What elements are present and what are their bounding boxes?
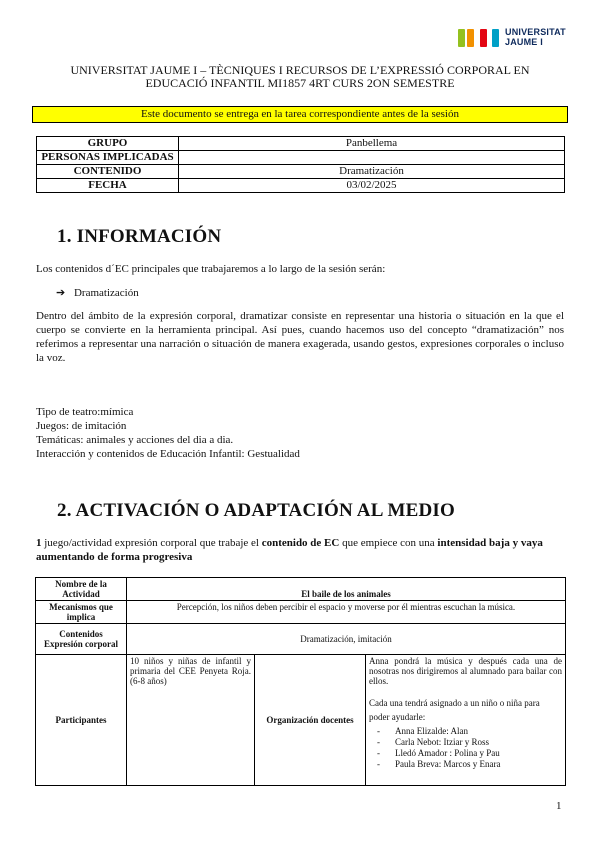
logo-block-red — [480, 29, 487, 47]
info-value: Panbellema — [179, 137, 565, 151]
intro-bold-intensity: intensidad baja y vaya aumentando de forma progresiva — [36, 537, 543, 563]
university-logo — [458, 27, 578, 51]
list-item: - Paula Breva: Marcos y Enara — [395, 759, 562, 770]
info-label: CONTENIDO — [37, 165, 179, 179]
participants-label: Participantes — [36, 655, 127, 786]
section1-paragraph: Dentro del ámbito de la expresión corporal, dramatizar consiste en representar una historia o situación en la que el cuerpo se convierte en la herramienta principal. Así pues, cuando hacemos uso del concepto “dramatización” nos referimos a representar una narración o situación de manera exagerada, usando gestos, expresiones corporales o incluso la voz. — [36, 310, 564, 364]
activity-table — [35, 577, 566, 786]
section2-intro — [36, 536, 564, 564]
list-item: - Carla Nebot: Itziar y Ross — [395, 737, 562, 748]
logo-line2: JAUME I — [505, 37, 543, 47]
intro-text-a: juego/actividad expresión corporal que trabaje el — [41, 537, 262, 549]
games-line: Juegos: de imitación — [36, 420, 127, 432]
activity-name-label: Nombre de la Actividad — [36, 578, 127, 601]
document-title — [40, 64, 560, 90]
info-value: Dramatización — [179, 165, 565, 179]
table-row — [36, 655, 566, 786]
section1-heading: 1. INFORMACIÓN — [57, 226, 222, 247]
intro-text-b: que empiece con una — [339, 537, 438, 549]
logo-block-blue — [492, 29, 499, 47]
participants-value: 10 niños y niñas de infantil y primaria del CEE Penyeta Roja. (6-8 años) — [127, 655, 255, 786]
mechanisms-label: Mecanismos que implica — [36, 601, 127, 624]
section1-lines — [36, 405, 300, 461]
content-value: Dramatización, imitación — [127, 624, 566, 655]
theatre-type: Tipo de teatro:mímica — [36, 406, 134, 418]
intro-count: 1 — [36, 537, 42, 549]
interaction-line: Interacción y contenidos de Educación Infantil: Gestualidad — [36, 448, 300, 460]
info-value: 03/02/2025 — [179, 179, 565, 193]
delivery-notice: Este documento se entrega en la tarea correspondiente antes de la sesión — [32, 106, 568, 123]
org-text1: Anna pondrá la música y después cada una de nosotras nos dirigiremos al alumnado para bailar con ellos. — [369, 656, 562, 686]
logo-block-green — [458, 29, 465, 47]
info-label: PERSONAS IMPLICADAS — [37, 151, 179, 165]
section2-heading: 2. ACTIVACIÓN O ADAPTACIÓN AL MEDIO — [57, 500, 455, 521]
list-item: - Lledó Amador : Polina y Pau — [395, 748, 562, 759]
arrow-icon: ➔ — [56, 287, 66, 299]
org-label: Organización docentes — [255, 655, 366, 786]
info-value — [179, 151, 565, 165]
org-list — [369, 726, 562, 770]
table-row — [37, 151, 565, 165]
table-row — [37, 179, 565, 193]
info-table — [36, 136, 565, 193]
bullet-text: Dramatización — [73, 287, 139, 299]
themes-line: Temáticas: animales y acciones del dia a dia. — [36, 434, 234, 446]
table-row — [36, 601, 566, 624]
page-number: 1 — [556, 800, 562, 812]
table-row — [37, 137, 565, 151]
document-title-line1: UNIVERSITAT JAUME I – TÈCNIQUES I RECURSOS DE L’EXPRESSIÓ CORPORAL EN — [70, 63, 530, 77]
document-title-line2: EDUCACIÓ INFANTIL MI1857 4RT CURS 2ON SEMESTRE — [145, 76, 455, 90]
table-row — [36, 578, 566, 601]
intro-bold-content: contenido de EC — [261, 537, 340, 549]
info-label: GRUPO — [37, 137, 179, 151]
table-row — [37, 165, 565, 179]
org-text2: Cada una tendrá asignado a un niño o niña para poder ayudarle: — [369, 698, 540, 722]
info-label: FECHA — [37, 179, 179, 193]
activity-name-value: El baile de los animales — [127, 578, 566, 601]
logo-block-orange — [467, 29, 474, 47]
section1-bullet — [56, 286, 139, 300]
org-details — [366, 655, 566, 786]
content-label: Contenidos Expresión corporal — [36, 624, 127, 655]
logo-text — [505, 27, 566, 47]
logo-line1: UNIVERSITAT — [505, 27, 566, 37]
table-row — [36, 624, 566, 655]
mechanisms-value: Percepción, los niños deben percibir el espacio y moverse por él mientras escuchan la música. — [127, 601, 566, 624]
section1-intro: Los contenidos d´EC principales que trabajaremos a lo largo de la sesión serán: — [36, 263, 386, 275]
list-item: - Anna Elizalde: Alan — [395, 726, 562, 737]
